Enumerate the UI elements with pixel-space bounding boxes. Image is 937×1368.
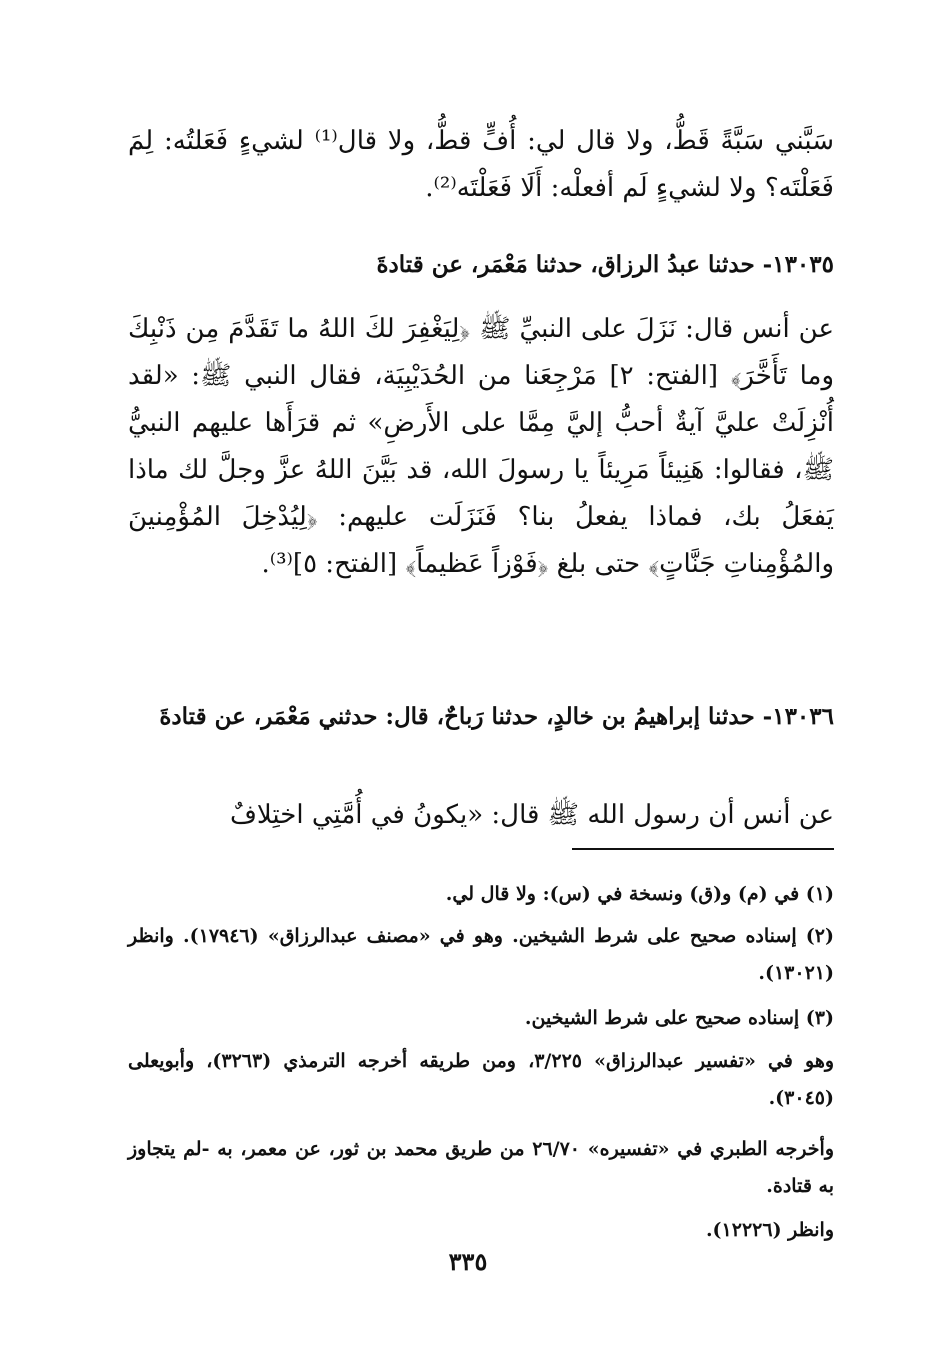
footnote-1: (١) في (م) و(ق) ونسخة في (س): ولا قال لي. (445, 883, 834, 905)
footnote-3-continued-3: وانظر (١٢٢٢٦). (705, 1219, 834, 1241)
footnote-2: (٢) إسناده صحيح على شرط الشيخين. وهو في «مصنف عبدالرزاق» (١٧٩٤٦). وانظر (١٣٠٢١). (128, 925, 835, 984)
hadith-13036-chain: ١٣٠٣٦- حدثنا إبراهيمُ بن خالدٍ، حدثنا رَباحٌ، قال: حدثني مَعْمَر، عن قتادةَ (159, 703, 834, 730)
footnote-3: (٣) إسناده صحيح على شرط الشيخين. (524, 1007, 834, 1029)
hadith-13035-chain: ١٣٠٣٥- حدثنا عبدُ الرزاق، حدثنا مَعْمَر، عن قتادةَ (376, 251, 834, 278)
footnote-3-continued-2: وأخرجه الطبري في «تفسيره» ٢٦/٧٠ من طريق محمد بن ثور، عن معمر، به -لم يتجاوز به قتادة. (128, 1138, 834, 1197)
hadith-13036-text: عن أنس أن رسول الله ﷺ قال: «يكونُ في أُمَّتِي اختِلافٌ (229, 800, 834, 830)
hadith-13035-text: عن أنس قال: نَزَلَ على النبيِّ ﷺ ﴿لِيَغْفِرَ لكَ اللهُ ما تَقَدَّمَ مِن ذَنْبِكَ وما تَأَخَّرَ﴾ [الفتح: ٢] مَرْجِعَنا من الحُدَيْبِيَة، فقال النبي ﷺ: «لقد أُنْزِلَتْ عليَّ آيةٌ أحبُّ إليَّ مِمَّا على الأَرضِ» ثم قرَأَها عليهم النبيُّ ﷺ، فقالوا: هَنِيئاً مَرِيئاً يا رسولَ الله، قد بَيَّنَ اللهُ عزَّ وجلَّ لك ماذا يَفعَلُ بك، فماذا يفعلُ بنا؟ فَنَزَلَت عليهم: ﴿لِيُدْخِلَ المُؤْمِنينَ والمُؤْمِناتِ جَنَّاتٍ﴾ حتى بلغ ﴿فَوْزاً عَظيماً﴾ [الفتح: ٥]⁽³⁾. (128, 314, 835, 579)
footnote-3-continued-1: وهو في «تفسير عبدالرزاق» ٣/٢٢٥، ومن طريقه أخرجه الترمذي (٣٢٦٣)، وأبويعلى (٣٠٤٥). (128, 1050, 835, 1109)
page-number: ٣٣٥ (448, 1247, 488, 1276)
footnote-separator (572, 848, 834, 850)
continuation-paragraph: سَبَّني سَبَّةً قَطُّ، ولا قال لي: أُفٍّ قطُّ، ولا قال⁽¹⁾ لشيءٍ فَعَلتُه: لِمَ فَعَلْتَه؟ ولا لشيءٍ لَم أفعلْه: أَلَا فَعَلْتَه⁽²⁾. (128, 126, 834, 203)
